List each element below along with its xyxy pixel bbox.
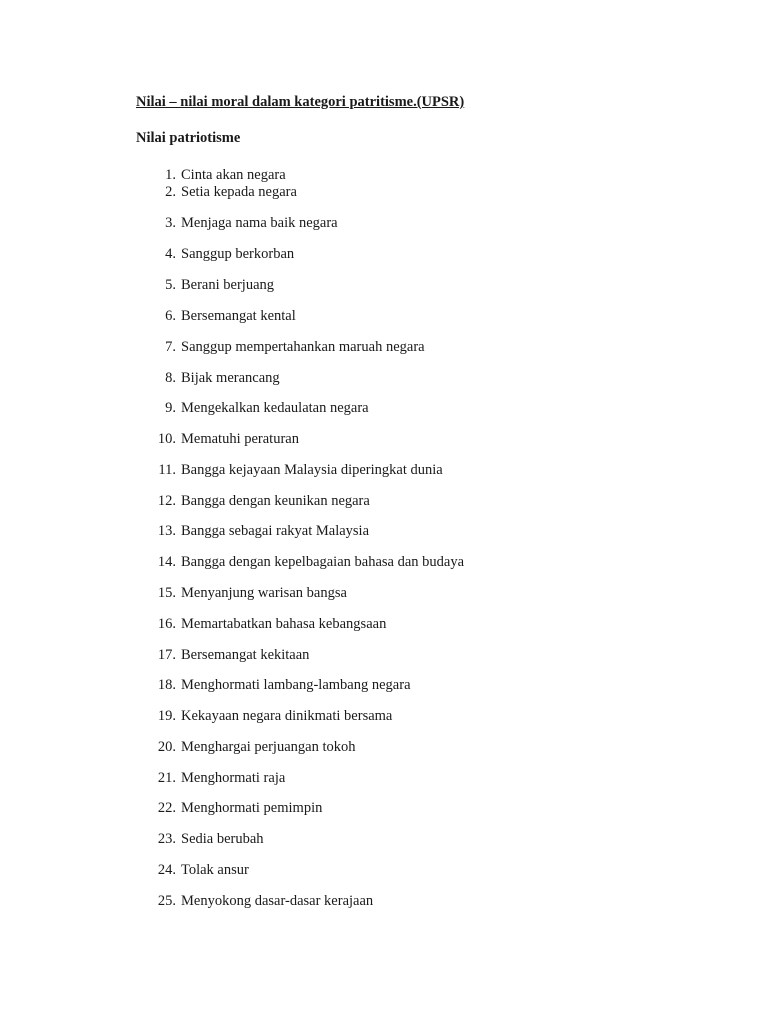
list-item-number: 2. bbox=[165, 184, 176, 200]
list-item-number: 21. bbox=[157, 770, 176, 786]
list-item-text: Menghormati lambang-lambang negara bbox=[181, 677, 411, 693]
list-item-text: Menghormati pemimpin bbox=[181, 800, 323, 816]
list-item-number: 23. bbox=[157, 831, 176, 847]
list-item-text: Bersemangat kental bbox=[181, 308, 296, 324]
list-item-number: 18. bbox=[157, 677, 176, 693]
list-item-number: 10. bbox=[157, 431, 176, 447]
section-heading: Nilai patriotisme bbox=[136, 130, 241, 146]
list-item-number: 5. bbox=[165, 277, 176, 293]
list-item-text: Menyokong dasar-dasar kerajaan bbox=[181, 893, 374, 909]
list-item-text: Bangga kejayaan Malaysia diperingkat dunia bbox=[181, 462, 443, 478]
list-item-text: Mengekalkan kedaulatan negara bbox=[181, 400, 369, 416]
list-item-text: Bersemangat kekitaan bbox=[181, 647, 310, 663]
list-item-text: Memartabatkan bahasa kebangsaan bbox=[181, 616, 387, 632]
list-item-number: 9. bbox=[165, 400, 176, 416]
list-item-text: Bijak merancang bbox=[181, 370, 280, 386]
list-item-number: 25. bbox=[157, 893, 176, 909]
list-item-number: 7. bbox=[165, 339, 176, 355]
list-item-text: Menyanjung warisan bangsa bbox=[181, 585, 347, 601]
list-item-number: 13. bbox=[157, 523, 176, 539]
list-item-text: Sanggup berkorban bbox=[181, 246, 295, 262]
list-item-number: 24. bbox=[157, 862, 176, 878]
list-item-number: 15. bbox=[157, 585, 176, 601]
list-item-text: Menghormati raja bbox=[181, 770, 286, 786]
list-item-text: Bangga sebagai rakyat Malaysia bbox=[181, 523, 370, 539]
list-item-number: 22. bbox=[157, 800, 176, 816]
list-item-text: Bangga dengan keunikan negara bbox=[181, 493, 370, 509]
list-item-text: Bangga dengan kepelbagaian bahasa dan budaya bbox=[181, 554, 465, 570]
list-item-text: Kekayaan negara dinikmati bersama bbox=[181, 708, 393, 724]
list-item-number: 3. bbox=[165, 215, 176, 231]
list-item-number: 4. bbox=[165, 246, 176, 262]
list-item-number: 20. bbox=[157, 739, 176, 755]
list-item-text: Tolak ansur bbox=[181, 862, 249, 878]
list-item-number: 1. bbox=[165, 167, 176, 183]
list-item-number: 17. bbox=[157, 647, 176, 663]
list-item-text: Sedia berubah bbox=[181, 831, 264, 847]
list-item-text: Setia kepada negara bbox=[181, 184, 297, 200]
list-item-text: Mematuhi peraturan bbox=[181, 431, 299, 447]
list-item-number: 19. bbox=[157, 708, 176, 724]
list-item-text: Sanggup mempertahankan maruah negara bbox=[181, 339, 425, 355]
document-title: Nilai – nilai moral dalam kategori patritisme.(UPSR) bbox=[136, 94, 465, 110]
list-item-number: 16. bbox=[157, 616, 176, 632]
list-item-number: 14. bbox=[157, 554, 176, 570]
list-item-number: 12. bbox=[157, 493, 176, 509]
list-item-text: Berani berjuang bbox=[181, 277, 275, 293]
list-item-text: Menghargai perjuangan tokoh bbox=[181, 739, 356, 755]
list-item-text: Menjaga nama baik negara bbox=[181, 215, 338, 231]
list-item-text: Cinta akan negara bbox=[181, 167, 286, 183]
list-item-number: 11. bbox=[158, 462, 176, 478]
list-item-number: 6. bbox=[165, 308, 176, 324]
list-item-number: 8. bbox=[165, 370, 176, 386]
